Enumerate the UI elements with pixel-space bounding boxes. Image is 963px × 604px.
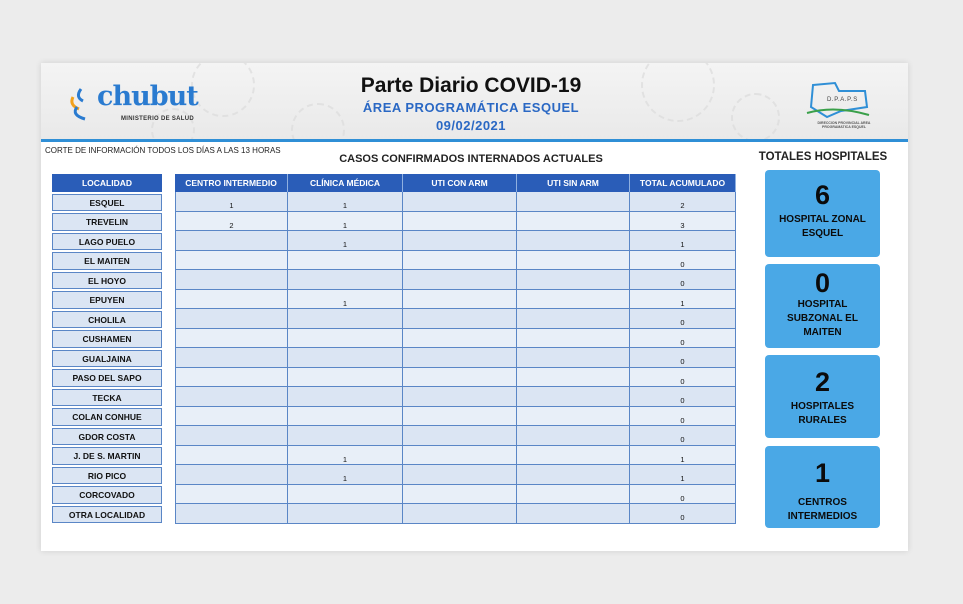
table-cell: 1 — [630, 290, 736, 310]
locality-cell: CORCOVADO — [52, 486, 162, 504]
table-row — [175, 309, 736, 329]
table-row — [175, 407, 736, 427]
table-cell: 0 — [630, 407, 736, 427]
table-cell — [403, 426, 517, 446]
totals-title: TOTALES HOSPITALES — [758, 151, 888, 163]
table-row — [175, 504, 736, 524]
locality-cell: CUSHAMEN — [52, 330, 162, 348]
table-cell: 1 — [288, 290, 403, 310]
table-cell: 0 — [630, 329, 736, 349]
table-cell — [517, 231, 630, 251]
table-cell: 0 — [630, 504, 736, 524]
table-cell: 1 — [288, 446, 403, 466]
column-header-centro-intermedio: CENTRO INTERMEDIO — [175, 174, 288, 192]
table-cell — [403, 270, 517, 290]
table-cell — [288, 407, 403, 427]
table-cell — [175, 270, 288, 290]
table-cell — [517, 309, 630, 329]
total-card-value: 1 — [814, 458, 831, 488]
table-row — [175, 329, 736, 349]
table-cell — [517, 290, 630, 310]
table-row — [175, 270, 736, 290]
locality-cell: ESQUEL — [52, 194, 162, 212]
table-cell — [175, 309, 288, 329]
table-row — [175, 387, 736, 407]
table-cell — [517, 407, 630, 427]
table-cell — [403, 485, 517, 505]
table-cell — [517, 368, 630, 388]
locality-cell: OTRA LOCALIDAD — [52, 506, 162, 524]
table-cell — [403, 465, 517, 485]
page-subtitle: ÁREA PROGRAMÁTICA ESQUEL — [362, 100, 580, 115]
table-cell — [403, 329, 517, 349]
table-cell — [175, 504, 288, 524]
table-row — [175, 251, 736, 271]
locality-column — [52, 174, 162, 523]
table-cell — [288, 387, 403, 407]
table-cell — [403, 368, 517, 388]
table-cell — [175, 387, 288, 407]
table-cell — [403, 290, 517, 310]
table-cell — [175, 407, 288, 427]
table-cell: 0 — [630, 485, 736, 505]
table-cell — [403, 212, 517, 232]
table-cell — [288, 270, 403, 290]
column-header-total-acumulado: TOTAL ACUMULADO — [630, 174, 736, 192]
table-cell — [517, 329, 630, 349]
chubut-logo-subtext: MINISTERIO DE SALUD — [121, 116, 195, 122]
report-card — [41, 63, 908, 551]
locality-cell: COLAN CONHUE — [52, 408, 162, 426]
table-cell — [288, 348, 403, 368]
locality-cell: J. DE S. MARTIN — [52, 447, 162, 465]
page-title: Parte Diario COVID-19 — [360, 74, 582, 97]
table-cell — [288, 329, 403, 349]
table-row — [175, 192, 736, 212]
table-cell: 2 — [175, 212, 288, 232]
table-cell: 0 — [630, 387, 736, 407]
table-cell — [403, 504, 517, 524]
dpaps-logo-subtext: DIRECCION PROVINCIAL AREA PROGRAMATICA ESQUEL — [817, 121, 871, 129]
total-card-hospital-zonal — [765, 170, 880, 257]
table-cell — [288, 426, 403, 446]
table-cell — [403, 407, 517, 427]
report-date: 09/02/2021 — [435, 118, 507, 133]
table-cell: 1 — [630, 446, 736, 466]
virus-decoration — [641, 63, 715, 122]
chubut-logo — [67, 81, 217, 129]
chubut-logo-icon — [67, 85, 99, 125]
table-row — [175, 446, 736, 466]
table-cell: 1 — [175, 192, 288, 212]
table-cell: 0 — [630, 270, 736, 290]
table-title: CASOS CONFIRMADOS INTERNADOS ACTUALES — [339, 153, 603, 165]
table-row — [175, 212, 736, 232]
locality-cell: RIO PICO — [52, 467, 162, 485]
table-cell — [175, 329, 288, 349]
table-cell — [517, 251, 630, 271]
total-card-value: 2 — [814, 367, 831, 397]
table-cell: 0 — [630, 309, 736, 329]
table-cell: 1 — [288, 192, 403, 212]
table-cell — [517, 192, 630, 212]
table-row — [175, 465, 736, 485]
column-header-uti-sin-arm: UTI SIN ARM — [517, 174, 630, 192]
cutoff-note: CORTE DE INFORMACIÓN TODOS LOS DÍAS A LAS 13 HORAS — [45, 146, 281, 155]
table-cell: 1 — [630, 231, 736, 251]
total-card-label: HOSPITAL ZONAL ESQUEL — [779, 214, 866, 239]
table-row — [175, 426, 736, 446]
cases-table — [175, 174, 736, 524]
table-cell — [175, 446, 288, 466]
table-cell — [403, 192, 517, 212]
table-cell: 1 — [630, 465, 736, 485]
total-card-value: 6 — [814, 180, 831, 210]
table-cell — [517, 446, 630, 466]
table-cell — [175, 485, 288, 505]
table-cell — [175, 251, 288, 271]
table-cell — [288, 504, 403, 524]
table-cell — [517, 348, 630, 368]
locality-cell: EPUYEN — [52, 291, 162, 309]
total-card-hospitales-rurales — [765, 355, 880, 438]
table-cell: 0 — [630, 426, 736, 446]
table-cell — [288, 485, 403, 505]
header-divider — [41, 139, 908, 142]
table-cell — [403, 348, 517, 368]
table-cell — [175, 290, 288, 310]
table-cell — [517, 212, 630, 232]
table-cell: 1 — [288, 212, 403, 232]
table-cell: 1 — [288, 465, 403, 485]
table-row — [175, 348, 736, 368]
locality-cell: EL HOYO — [52, 272, 162, 290]
table-cell — [517, 387, 630, 407]
column-header-clinica-medica: CLÍNICA MÉDICA — [288, 174, 403, 192]
table-cell — [175, 426, 288, 446]
column-header-uti-con-arm: UTI CON ARM — [403, 174, 517, 192]
report-header — [41, 63, 908, 139]
table-cell — [517, 270, 630, 290]
locality-cell: PASO DEL SAPO — [52, 369, 162, 387]
table-row — [175, 368, 736, 388]
locality-cell: TREVELIN — [52, 213, 162, 231]
table-cell — [517, 465, 630, 485]
total-card-hospital-subzonal — [765, 264, 880, 348]
table-cell: 2 — [630, 192, 736, 212]
chubut-logo-text: chubut — [97, 81, 198, 112]
table-cell — [288, 251, 403, 271]
table-cell — [403, 446, 517, 466]
table-cell: 0 — [630, 251, 736, 271]
dpaps-logo-text: D.P.A.P.S — [827, 97, 858, 103]
table-cell — [517, 426, 630, 446]
table-cell — [403, 387, 517, 407]
table-cell — [175, 368, 288, 388]
total-card-label: HOSPITAL SUBZONAL EL MAITEN — [787, 299, 858, 338]
table-cell — [175, 348, 288, 368]
locality-cell: LAGO PUELO — [52, 233, 162, 251]
dpaps-logo — [801, 77, 881, 133]
total-card-label: CENTROS INTERMEDIOS — [787, 497, 858, 522]
locality-cell: TECKA — [52, 389, 162, 407]
table-cell — [288, 309, 403, 329]
table-cell — [403, 251, 517, 271]
locality-cell: EL MAITEN — [52, 252, 162, 270]
locality-cell: CHOLILA — [52, 311, 162, 329]
table-cell — [403, 231, 517, 251]
table-cell: 1 — [288, 231, 403, 251]
table-cell — [288, 368, 403, 388]
table-row — [175, 485, 736, 505]
locality-cell: GDOR COSTA — [52, 428, 162, 446]
table-cell — [517, 504, 630, 524]
locality-header: LOCALIDAD — [52, 174, 162, 192]
total-card-centros-intermedios — [765, 446, 880, 528]
table-cell — [517, 485, 630, 505]
table-row — [175, 231, 736, 251]
table-body — [175, 192, 736, 524]
table-cell — [175, 231, 288, 251]
table-cell: 3 — [630, 212, 736, 232]
table-cell — [175, 465, 288, 485]
virus-decoration — [731, 93, 780, 139]
total-card-label: HOSPITALES RURALES — [790, 401, 855, 426]
table-cell: 0 — [630, 348, 736, 368]
total-card-value: 0 — [814, 268, 831, 298]
table-row — [175, 290, 736, 310]
table-cell: 0 — [630, 368, 736, 388]
table-header-row — [175, 174, 736, 192]
table-cell — [403, 309, 517, 329]
locality-cell: GUALJAINA — [52, 350, 162, 368]
